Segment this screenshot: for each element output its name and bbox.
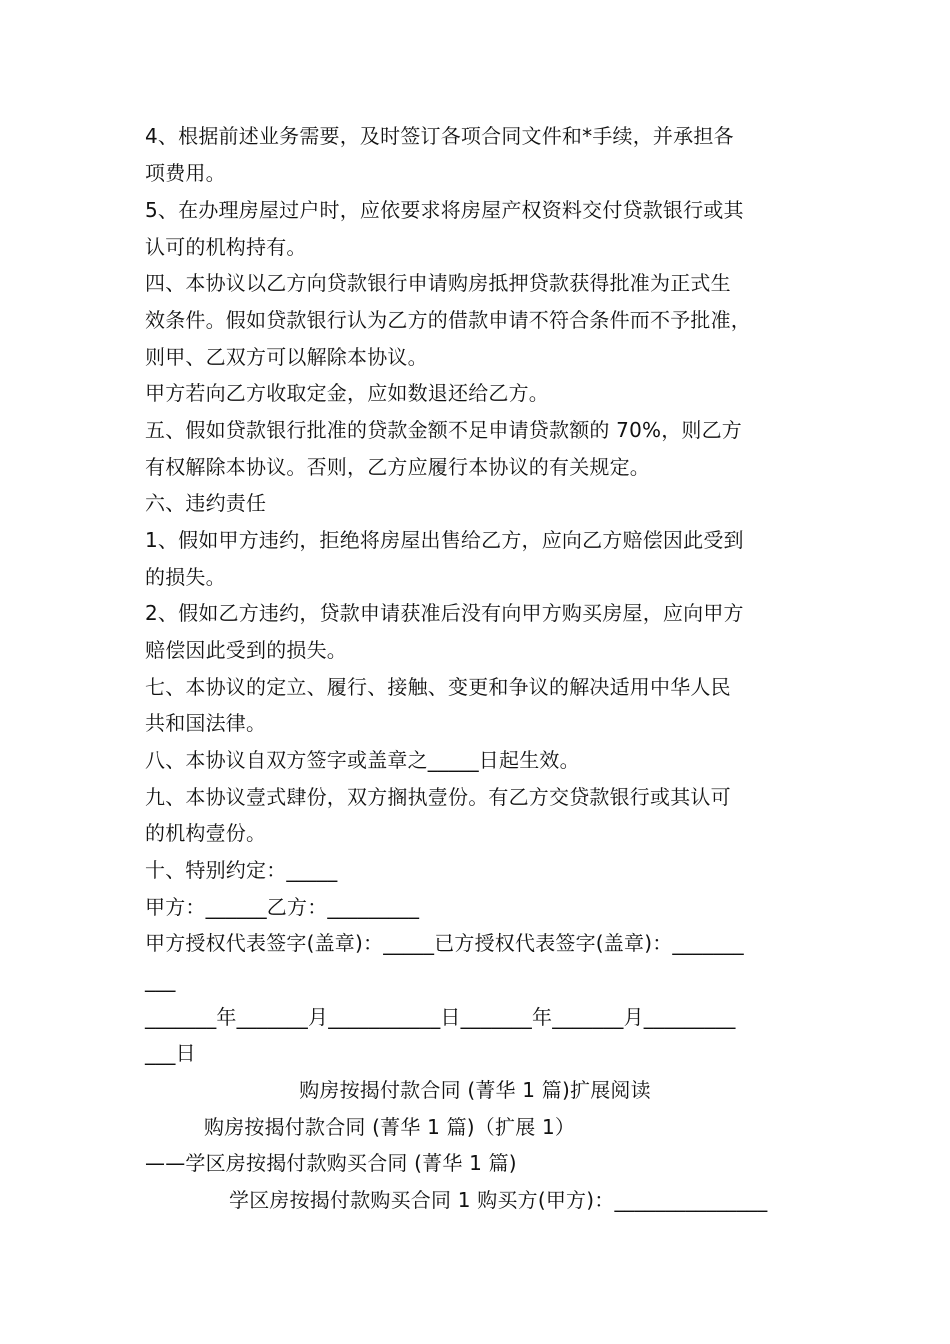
paragraph-line: 5、在办理房屋过户时，应依要求将房屋产权资料交付贷款银行或其 — [145, 198, 744, 222]
signature-line: 甲方授权代表签字(盖章)：_____已方授权代表签字(盖章)：_______ — [145, 931, 744, 955]
paragraph-line: 共和国法律。 — [145, 711, 267, 735]
paragraph-line: 八、本协议自双方签字或盖章之_____日起生效。 — [145, 748, 580, 772]
contract-opening-line: 学区房按揭付款购买合同 1 购买方(甲方)：_______________ — [229, 1188, 768, 1212]
party-line: 甲方：______乙方：_________ — [145, 895, 420, 919]
signature-line-continued: ___ — [145, 968, 176, 992]
paragraph-line: 2、假如乙方违约，贷款申请获准后没有向甲方购买房屋，应向甲方 — [145, 601, 744, 625]
section-heading: 六、违约责任 — [145, 491, 267, 515]
paragraph-line: 1、假如甲方违约，拒绝将房屋出售给乙方，应向乙方赔偿因此受到 — [145, 528, 744, 552]
paragraph-line: 九、本协议壹式肆份，双方搁执壹份。有乙方交贷款银行或其认可 — [145, 785, 731, 809]
paragraph-line: 赔偿因此受到的损失。 — [145, 638, 347, 662]
extended-reading-title: 购房按揭付款合同 (菁华 1 篇)扩展阅读 — [299, 1078, 651, 1102]
paragraph-line: 有权解除本协议。否则，乙方应履行本协议的有关规定。 — [145, 455, 650, 479]
paragraph-line: 七、本协议的定立、履行、接触、变更和争议的解决适用中华人民 — [145, 675, 731, 699]
paragraph-line: 4、根据前述业务需要，及时签订各项合同文件和*手续，并承担各 — [145, 124, 734, 148]
special-terms-line: 十、特别约定：_____ — [145, 858, 338, 882]
date-line-continued: ___日 — [145, 1041, 196, 1065]
paragraph-line: 效条件。假如贷款银行认为乙方的借款申请不符合条件而不予批准， — [145, 308, 751, 332]
extended-reading-subtitle: 购房按揭付款合同 (菁华 1 篇)（扩展 1） — [204, 1115, 576, 1139]
paragraph-line: 的机构壹份。 — [145, 821, 267, 845]
paragraph-line: 的损失。 — [145, 565, 226, 589]
contract-section-heading: ——学区房按揭付款购买合同 (菁华 1 篇) — [145, 1151, 517, 1175]
paragraph-line: 认可的机构持有。 — [145, 235, 307, 259]
date-line: _______年_______月___________日_______年_______月_________ — [145, 1005, 736, 1029]
paragraph-line: 则甲、乙双方可以解除本协议。 — [145, 345, 428, 369]
paragraph-line: 甲方若向乙方收取定金，应如数退还给乙方。 — [145, 381, 549, 405]
paragraph-line: 五、假如贷款银行批准的贷款金额不足申请贷款额的 70%，则乙方 — [145, 418, 743, 442]
paragraph-line: 项费用。 — [145, 161, 226, 185]
paragraph-line: 四、本协议以乙方向贷款银行申请购房抵押贷款获得批准为正式生 — [145, 271, 731, 295]
